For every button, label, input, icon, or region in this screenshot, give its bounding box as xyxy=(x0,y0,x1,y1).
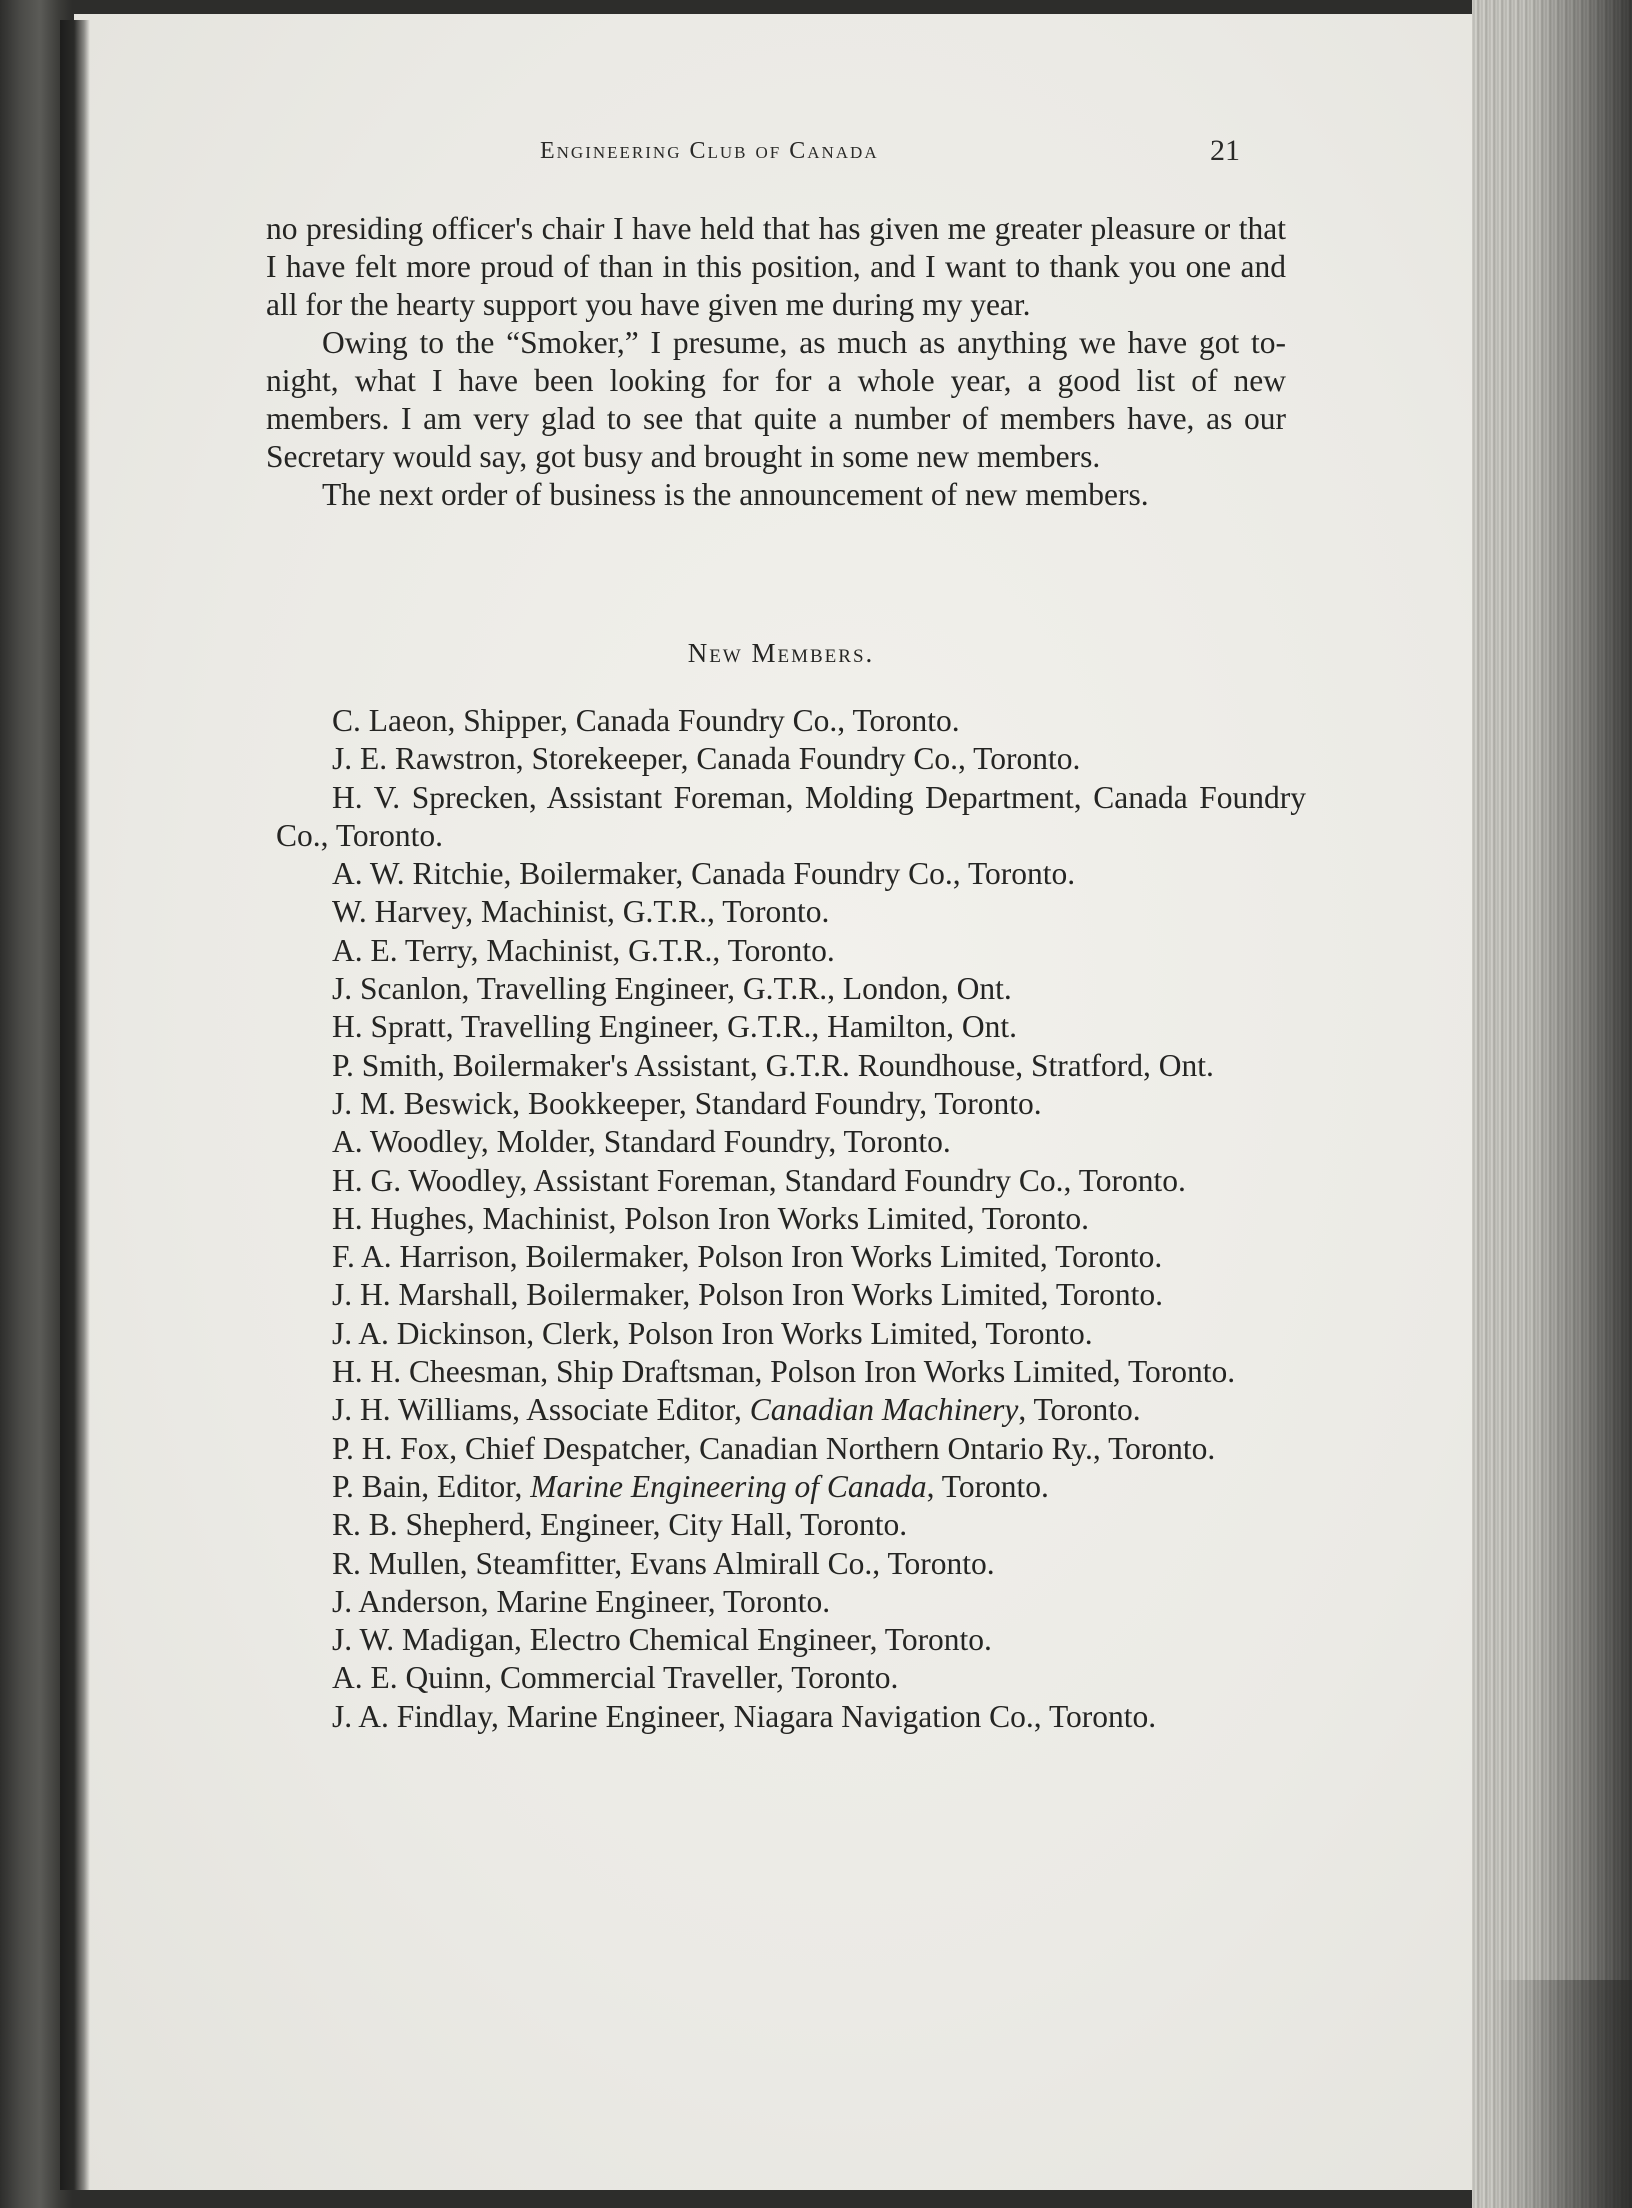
page-edges-shadow xyxy=(1472,0,1632,2208)
member-entry: W. Harvey, Machinist, G.T.R., Toronto. xyxy=(332,894,830,930)
member-entry: R. B. Shepherd, Engineer, City Hall, Toronto. xyxy=(332,1507,908,1543)
running-header-title: Engineering Club of Canada xyxy=(540,138,879,164)
publication-title: Canadian Machinery xyxy=(749,1392,1019,1428)
member-entry: C. Laeon, Shipper, Canada Foundry Co., Toronto. xyxy=(332,703,960,738)
member-entry-text: J. H. Williams, Associate Editor, xyxy=(332,1392,750,1428)
member-entry: H. Hughes, Machinist, Polson Iron Works Limited, Toronto. xyxy=(332,1200,1090,1236)
member-entry: J. Scanlon, Travelling Engineer, G.T.R., London, Ont. xyxy=(332,971,1012,1007)
member-entry: J. M. Beswick, Bookkeeper, Standard Foundry, Toronto. xyxy=(332,1085,1042,1121)
member-entry: A. E. Quinn, Commercial Traveller, Toronto. xyxy=(332,1660,899,1696)
paragraph: no presiding officer's chair I have held that has given me greater pleasure or that I have felt more proud of than in this position, and I want to thank you one and all for the hearty support you have given me during my year. xyxy=(266,211,1286,322)
member-entry: H. V. Sprecken, Assistant Foreman, Molding Department, Canada Foundry Co., Toronto. xyxy=(276,779,1306,853)
member-entry: H. H. Cheesman, Ship Draftsman, Polson Iron Works Limited, Toronto. xyxy=(332,1354,1236,1390)
member-entry: F. A. Harrison, Boilermaker, Polson Iron Works Limited, Toronto. xyxy=(332,1239,1163,1275)
paragraph: The next order of business is the announcement of new members. xyxy=(322,477,1149,512)
member-entry: J. H. Marshall, Boilermaker, Polson Iron Works Limited, Toronto. xyxy=(332,1277,1163,1313)
member-entry: P. H. Fox, Chief Despatcher, Canadian Northern Ontario Ry., Toronto. xyxy=(332,1430,1216,1466)
member-entry: J. E. Rawstron, Storekeeper, Canada Foundry Co., Toronto. xyxy=(332,741,1081,777)
member-entry: H. Spratt, Travelling Engineer, G.T.R., Hamilton, Ont. xyxy=(332,1009,1017,1045)
member-entry: A. E. Terry, Machinist, G.T.R., Toronto. xyxy=(332,932,835,968)
member-entry-text: P. Bain, Editor, xyxy=(332,1468,531,1504)
member-entry-text: , Toronto. xyxy=(1018,1392,1141,1428)
member-entry: J. A. Dickinson, Clerk, Polson Iron Works Limited, Toronto. xyxy=(332,1315,1093,1351)
member-entry xyxy=(276,1468,1306,1506)
member-entry: A. Woodley, Molder, Standard Foundry, Toronto. xyxy=(332,1124,951,1160)
member-entry xyxy=(276,1391,1306,1429)
book-cover-shadow xyxy=(1490,1980,1632,2208)
member-entry: J. Anderson, Marine Engineer, Toronto. xyxy=(332,1583,831,1619)
member-entry: J. A. Findlay, Marine Engineer, Niagara Navigation Co., Toronto. xyxy=(332,1698,1157,1734)
member-entry: R. Mullen, Steamfitter, Evans Almirall Co., Toronto. xyxy=(332,1545,995,1581)
running-header xyxy=(540,134,1240,178)
member-entry-text: , Toronto. xyxy=(926,1468,1049,1504)
member-entry: A. W. Ritchie, Boilermaker, Canada Foundry Co., Toronto. xyxy=(332,856,1076,892)
section-heading: New Members. xyxy=(687,638,875,668)
paragraph: Owing to the “Smoker,” I presume, as much as anything we have got to-night, what I have been looking for for a whole year, a good list of new members. I am very glad to see that quite a number of members have, as our Secretary would say, got busy and brought in some new members. xyxy=(266,325,1286,474)
member-entry: H. G. Woodley, Assistant Foreman, Standard Foundry Co., Toronto. xyxy=(332,1162,1186,1198)
book-gutter xyxy=(60,20,90,2190)
member-entry: P. Smith, Boilermaker's Assistant, G.T.R. Roundhouse, Stratford, Ont. xyxy=(332,1047,1214,1083)
page-number: 21 xyxy=(1210,134,1240,167)
member-entry: J. W. Madigan, Electro Chemical Engineer, Toronto. xyxy=(332,1622,992,1658)
publication-title: Marine Engineering of Canada xyxy=(530,1468,927,1504)
member-list xyxy=(276,702,1306,1736)
body-text xyxy=(266,210,1286,514)
